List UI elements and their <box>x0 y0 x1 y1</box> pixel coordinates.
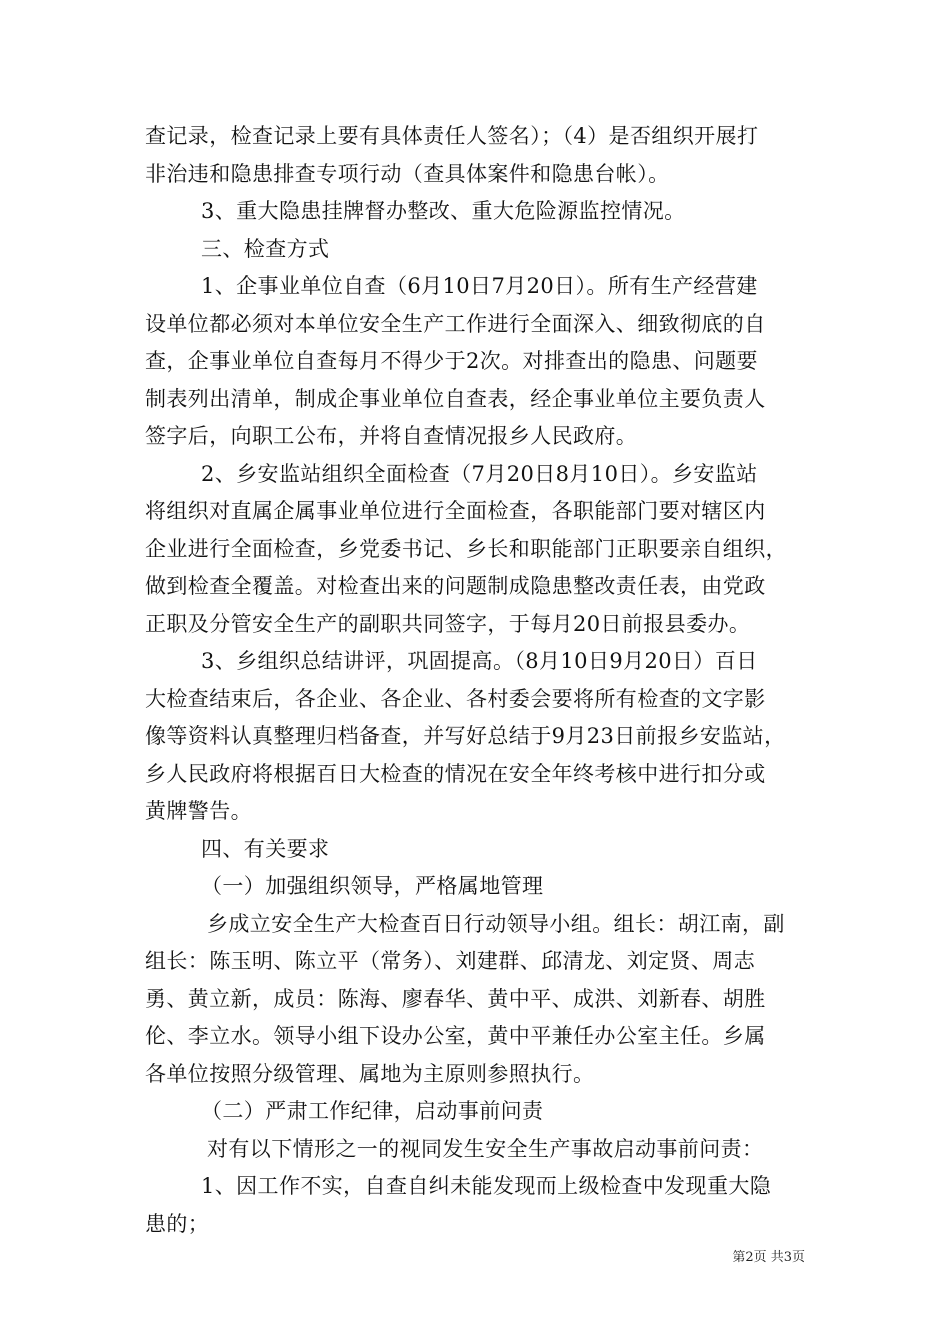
text-line: 制表列出清单，制成企事业单位自查表，经企事业单位主要负责人 <box>145 386 766 411</box>
text-line: 查，企事业单位自查每月不得少于2次。对排查出的隐患、问题要 <box>145 349 758 373</box>
page-number: 第2页 共3页 <box>732 1250 805 1265</box>
text-line: 三、检查方式 <box>201 236 330 261</box>
text-line: 黄牌警告。 <box>145 799 252 823</box>
text-line: 3、乡组织总结讲评，巩固提高。（8月10日9月20日）百日 <box>201 649 758 673</box>
text-line: 组长：陈玉明、陈立平（常务）、刘建群、邱清龙、刘定贤、周志 <box>145 949 756 973</box>
text-line: 像等资料认真整理归档备查，并写好总结于9月23日前报乡安监站， <box>145 724 786 748</box>
text-line: 签字后，向职工公布，并将自查情况报乡人民政府。 <box>145 424 638 448</box>
text-line: 各单位按照分级管理、属地为主原则参照执行。 <box>145 1061 595 1086</box>
text-line: 勇、黄立新，成员：陈海、廖春华、黄中平、成洪、刘新春、胡胜 <box>145 986 766 1011</box>
text-line: （二）严肃工作纪律，启动事前问责 <box>201 1099 544 1123</box>
document-body <box>145 118 810 1243</box>
text-line: 对有以下情形之一的视同发生安全生产事故启动事前问责： <box>207 1136 764 1161</box>
text-line: 做到检查全覆盖。对检查出来的问题制成隐患整改责任表，由党政 <box>145 574 766 598</box>
text-line: 1、因工作不实，自查自纠未能发现而上级检查中发现重大隐 <box>201 1174 772 1198</box>
text-line: 乡成立安全生产大检查百日行动领导小组。组长：胡江南，副 <box>207 911 785 936</box>
text-line: 大检查结束后，各企业、各企业、各村委会要将所有检查的文字影 <box>145 686 766 711</box>
text-line: 伦、李立水。领导小组下设办公室，黄中平兼任办公室主任。乡属 <box>145 1024 766 1048</box>
text-line: 将组织对直属企属事业单位进行全面检查，各职能部门要对辖区内 <box>145 499 766 523</box>
text-line: 3、重大隐患挂牌督办整改、重大危险源监控情况。 <box>201 199 686 223</box>
text-line: 乡人民政府将根据百日大检查的情况在安全年终考核中进行扣分或 <box>145 761 766 786</box>
text-line: 四、有关要求 <box>201 836 330 861</box>
text-line: 正职及分管安全生产的副职共同签字，于每月20日前报县委办。 <box>145 611 751 636</box>
text-line: 1、企事业单位自查（6月10日7月20日）。所有生产经营建 <box>201 274 758 298</box>
text-line: 非治违和隐患排查专项行动（查具体案件和隐患台帐）。 <box>145 161 670 186</box>
text-line: 设单位都必须对本单位安全生产工作进行全面深入、细致彻底的自 <box>145 311 766 336</box>
text-line: 查记录，检查记录上要有具体责任人签名）；（4）是否组织开展打 <box>145 124 759 148</box>
text-line: 患的； <box>145 1211 210 1236</box>
text-line: 企业进行全面检查，乡党委书记、乡长和职能部门正职要亲自组织， <box>145 536 787 561</box>
text-line: （一）加强组织领导，严格属地管理 <box>201 874 544 898</box>
text-line: 2、乡安监站组织全面检查（7月20日8月10日）。乡安监站 <box>201 461 758 486</box>
